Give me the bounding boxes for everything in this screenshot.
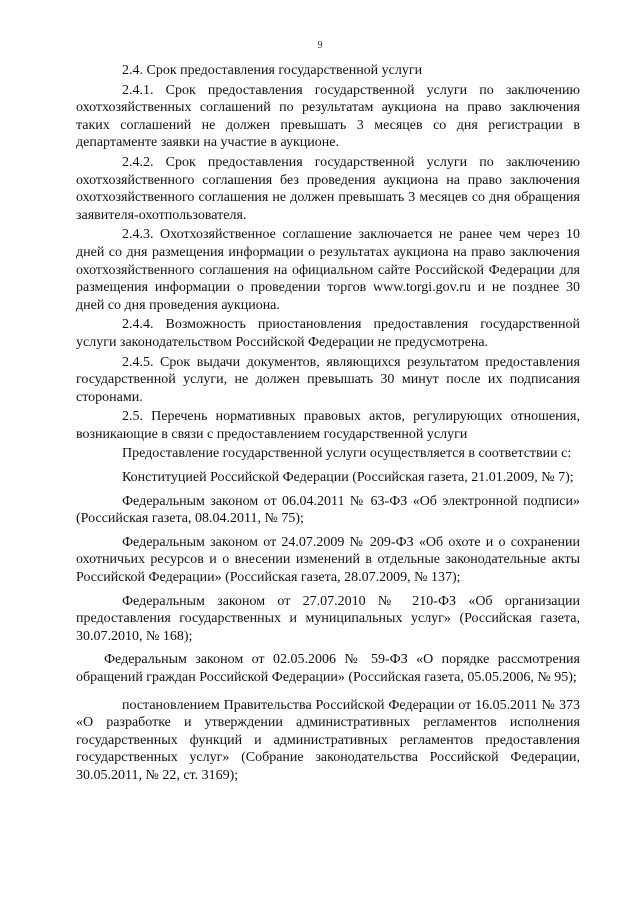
paragraph-provision-intro: Предоставление государственной услуги осуществляется в соответствии с: [122, 446, 572, 462]
list-item-decree-373: постановлением Правительства Российской Федерации от 16.05.2011 № 373 «О разработке и утверждении административных регламентов исполнения государственных функций и административных регламентов предоставления государственных услуг» (Собрание законодательства Российской Федерации, 30.05.2011, № 22, ст. 3169); [76, 697, 580, 783]
paragraph-2-4-3: 2.4.3. Охотхозяйственное соглашение заключается не ранее чем через 10 дней со дня размещения информации о результатах аукциона на право заключения охотхозяйственного соглашения на официальном сайте Российской Федерации для размещения информации о проведении торгов www.torgi.gov.ru и не позднее 30 дней со дня проведения аукциона. [76, 227, 580, 313]
paragraph-2-4-1: 2.4.1. Срок предоставления государственной услуги по заключению охотхозяйственных соглашений по результатам аукциона на право заключения таких соглашений не должен превышать 3 месяцев со дня регистрации в департаменте заявки на участие в аукционе. [76, 82, 580, 151]
list-item-constitution: Конституцией Российской Федерации (Российская газета, 21.01.2009, № 7); [122, 470, 574, 486]
list-item-law-63fz: Федеральным законом от 06.04.2011 № 63-ФЗ «Об электронной подписи» (Российская газета, 08.04.2011, № 75); [76, 493, 580, 527]
paragraph-2-4-5: 2.4.5. Срок выдачи документов, являющихся результатом предоставления государственной услуги, не должен превышать 30 минут после их подписания сторонами. [76, 354, 580, 405]
section-2-4-heading: 2.4. Срок предоставления государственной услуги [122, 63, 423, 78]
list-item-law-210fz: Федеральным законом от 27.07.2010 № 210-ФЗ «Об организации предоставления государственных и муниципальных услуг» (Российская газета, 30.07.2010, № 168); [76, 593, 580, 644]
list-item-law-59fz: Федеральным законом от 02.05.2006 № 59-ФЗ «О порядке рассмотрения обращений граждан Российской Федерации» (Российская газета, 05.05.2006, № 95); [76, 652, 580, 685]
page-number: 9 [317, 40, 323, 51]
paragraph-2-4-4: 2.4.4. Возможность приостановления предоставления государственной услуги законодательством Российской Федерации не предусмотрена. [76, 317, 580, 350]
paragraph-2-4-2: 2.4.2. Срок предоставления государственной услуги по заключению охотхозяйственного соглашения без проведения аукциона на право заключения охотхозяйственного соглашения не должен превышать 3 месяцев со дня обращения заявителя-охотпользователя. [76, 154, 580, 223]
section-2-5-heading: 2.5. Перечень нормативных правовых актов, регулирующих отношения, возникающие в связи с предоставлением государственной услуги [76, 409, 580, 442]
list-item-law-209fz: Федеральным законом от 24.07.2009 № 209-ФЗ «Об охоте и о сохранении охотничьих ресурсов и о внесении изменений в отдельные законодательные акты Российской Федерации» (Российская газета, 28.07.2009, № 137); [76, 534, 580, 586]
document-body [76, 62, 580, 787]
